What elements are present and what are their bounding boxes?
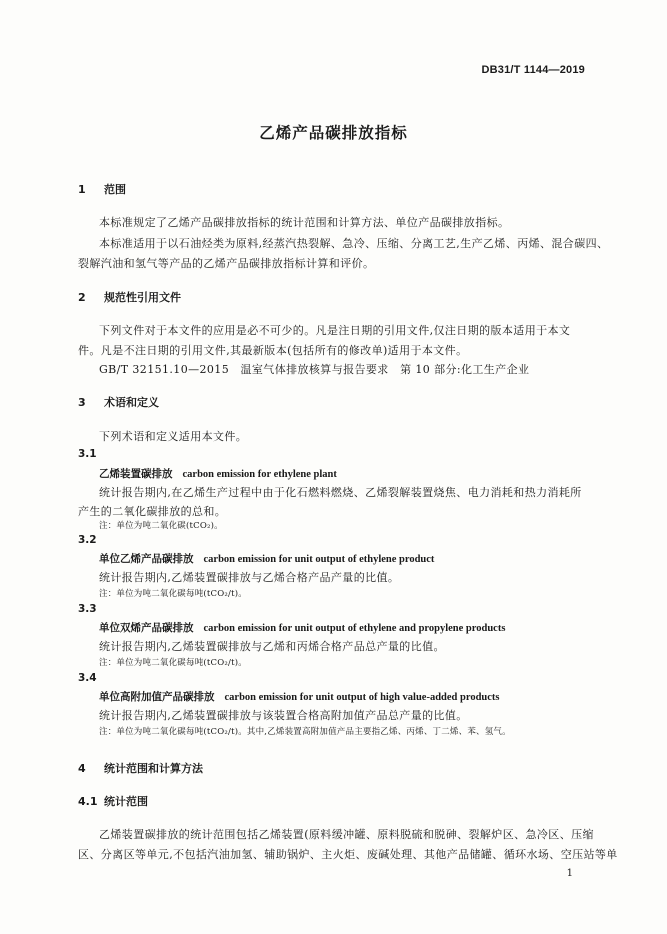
term-number: 3.4 bbox=[78, 672, 97, 684]
term-number: 3.3 bbox=[78, 603, 97, 615]
section-number: 4 bbox=[78, 762, 86, 775]
paragraph: 乙烯装置碳排放的统计范围包括乙烯装置(原料缓冲罐、原料脱硫和脱砷、裂解炉区、急冷区、压缩 bbox=[99, 828, 594, 841]
section-title: 规范性引用文件 bbox=[104, 291, 181, 304]
section-title: 范围 bbox=[104, 183, 126, 196]
page-number: 1 bbox=[566, 868, 573, 879]
term-number: 3.2 bbox=[78, 534, 97, 546]
paragraph: 下列文件对于本文件的应用是必不可少的。凡是注日期的引用文件,仅注日期的版本适用于本文 bbox=[99, 324, 571, 337]
term-note: 注：单位为吨二氧化碳每吨(tCO₂/t)。 bbox=[99, 658, 247, 668]
term-definition: 统计报告期内,乙烯装置碳排放与乙烯和丙烯合格产品总产量的比值。 bbox=[99, 640, 445, 653]
term-definition: 产生的二氧化碳排放的总和。 bbox=[78, 505, 227, 518]
term-english: carbon emission for ethylene plant bbox=[182, 469, 337, 480]
section-number: 3 bbox=[78, 396, 86, 409]
section-4-heading bbox=[78, 760, 203, 776]
reference-document: GB/T 32151.10—2015 温室气体排放核算与报告要求 第 10 部分:化工生产企业 bbox=[99, 363, 530, 376]
term-number: 3.1 bbox=[78, 448, 97, 460]
section-title: 术语和定义 bbox=[104, 396, 159, 409]
term-english: carbon emission for unit output of high value-added products bbox=[224, 692, 500, 703]
section-1-heading bbox=[78, 181, 126, 197]
paragraph: 裂解汽油和氢气等产品的乙烯产品碳排放指标计算和评价。 bbox=[78, 257, 375, 270]
section-number: 1 bbox=[78, 183, 86, 196]
term-definition: 统计报告期内,在乙烯生产过程中由于化石燃料燃烧、乙烯裂解装置烧焦、电力消耗和热力消耗所 bbox=[99, 486, 582, 499]
paragraph: 件。凡是不注日期的引用文件,其最新版本(包括所有的修改单)适用于本文件。 bbox=[78, 344, 468, 357]
term-note: 注：单位为吨二氧化碳每吨(tCO₂/t)。 bbox=[99, 589, 247, 599]
term-heading bbox=[99, 689, 500, 704]
term-heading bbox=[99, 466, 337, 481]
section-title: 统计范围和计算方法 bbox=[104, 762, 203, 775]
term-definition: 统计报告期内,乙烯装置碳排放与该装置合格高附加值产品总产量的比值。 bbox=[99, 709, 468, 722]
term-note: 注：单位为吨二氧化碳每吨(tCO₂/t)。其中,乙烯装置高附加值产品主要指乙烯、丙烯、丁二烯、苯、氢气。 bbox=[99, 727, 511, 737]
term-english: carbon emission for unit output of ethylene and propylene products bbox=[203, 623, 506, 634]
document-code: DB31/T 1144—2019 bbox=[481, 64, 585, 76]
term-chinese: 单位乙烯产品碳排放 bbox=[99, 553, 194, 565]
section-3-heading bbox=[78, 394, 159, 410]
term-heading bbox=[99, 620, 505, 635]
term-definition: 统计报告期内,乙烯装置碳排放与乙烯合格产品产量的比值。 bbox=[99, 571, 400, 584]
subsection-title: 统计范围 bbox=[104, 795, 148, 808]
section-number: 2 bbox=[78, 291, 86, 304]
term-note: 注：单位为吨二氧化碳(tCO₂)。 bbox=[99, 521, 223, 531]
paragraph: 本标准适用于以石油烃类为原料,经蒸汽热裂解、急冷、压缩、分离工艺,生产乙烯、丙烯、混合碳四、 bbox=[99, 237, 609, 250]
paragraph: 区、分离区等单元,不包括汽油加氢、辅助锅炉、主火炬、废碱处理、其他产品储罐、循环水场、空压站等单 bbox=[78, 848, 618, 861]
term-chinese: 单位双烯产品碳排放 bbox=[99, 622, 194, 634]
page-title: 乙烯产品碳排放指标 bbox=[259, 124, 408, 142]
section-2-heading bbox=[78, 289, 181, 305]
paragraph: 下列术语和定义适用本文件。 bbox=[99, 430, 248, 443]
term-chinese: 单位高附加值产品碳排放 bbox=[99, 691, 215, 703]
paragraph: 本标准规定了乙烯产品碳排放指标的统计范围和计算方法、单位产品碳排放指标。 bbox=[99, 216, 510, 229]
subsection-number: 4.1 bbox=[78, 795, 98, 808]
term-chinese: 乙烯装置碳排放 bbox=[99, 468, 173, 480]
subsection-4-1-heading bbox=[78, 793, 148, 809]
term-heading bbox=[99, 551, 434, 566]
term-english: carbon emission for unit output of ethylene product bbox=[203, 554, 435, 565]
